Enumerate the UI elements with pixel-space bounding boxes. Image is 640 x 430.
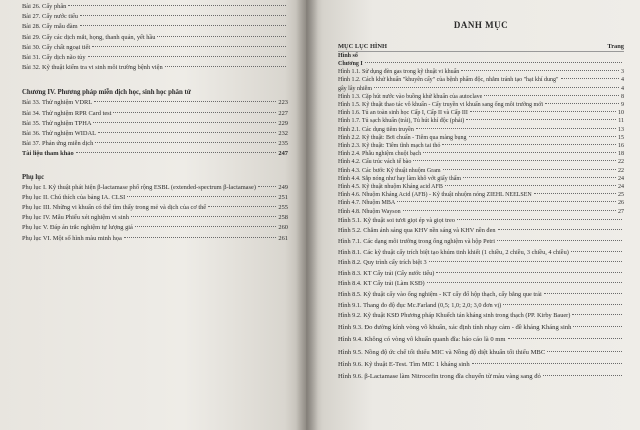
entry-title: Bài 28. Cấy mẫu đàm bbox=[22, 23, 78, 31]
toc-entry[interactable] bbox=[22, 213, 288, 223]
toc-entry[interactable] bbox=[338, 279, 624, 290]
entry-title: Hình 1.6. Tủ an toàn sinh học Cấp I, Cấp II và Cấp III bbox=[338, 110, 468, 117]
entry-page: 261 bbox=[278, 234, 288, 242]
entry-page: 3 bbox=[621, 69, 624, 76]
list-heading: MỤC LỤC HÌNH bbox=[338, 43, 387, 50]
toc-entry[interactable] bbox=[338, 322, 624, 334]
toc-entry[interactable] bbox=[22, 22, 288, 32]
toc-entry[interactable] bbox=[338, 371, 624, 383]
toc-entry[interactable] bbox=[338, 199, 624, 207]
references-entry[interactable] bbox=[22, 149, 288, 159]
entry-title: Bài 37. Phản ứng miễn dịch bbox=[22, 140, 94, 148]
entry-title: Hình 4.3. Các bước Kỹ thuật nhuộm Gram bbox=[338, 167, 441, 174]
entry-title: Hình 9.1. Thang đo độ đục Mc.Farland (0,5; 1,0; 2,0; 3,0 đơn vị) bbox=[338, 301, 502, 309]
dot-leader bbox=[88, 56, 286, 57]
entry-page: 4 bbox=[621, 77, 624, 84]
entry-title: Hình 5.2. Chăm ánh sáng qua KHV nền sáng và KHV nền đen bbox=[338, 227, 496, 235]
entry-title: Hình 8.3. KT Cấy trải (Cấy nước tiểu) bbox=[338, 269, 435, 277]
dot-leader bbox=[561, 78, 620, 79]
dot-leader bbox=[508, 338, 622, 339]
toc-entry[interactable] bbox=[338, 258, 624, 269]
appendix-entry-list bbox=[22, 183, 288, 244]
dot-leader bbox=[436, 272, 622, 273]
toc-entry[interactable] bbox=[338, 237, 624, 248]
column-figure-label: Hình số bbox=[338, 53, 358, 59]
toc-entry[interactable] bbox=[22, 193, 288, 203]
toc-entry[interactable] bbox=[338, 134, 624, 142]
entry-title: Hình 2.3. Kỹ thuật: Tiêm tĩnh mạch tai thỏ bbox=[338, 143, 441, 150]
entry-page: 11 bbox=[618, 118, 624, 125]
toc-entry[interactable] bbox=[22, 119, 288, 129]
entry-page: 8 bbox=[621, 93, 624, 100]
entry-title: Hình 4.4. Sắp nóng như hay làm khô vớt giấy thấm bbox=[338, 175, 462, 182]
entry-title: Hình 5.1. Kỹ thuật soi tươi giọt ép và giọt treo bbox=[338, 216, 455, 224]
dot-leader bbox=[397, 201, 616, 202]
toc-entry[interactable] bbox=[338, 126, 624, 134]
dot-leader bbox=[131, 216, 276, 217]
toc-entry[interactable] bbox=[22, 139, 288, 149]
right-page bbox=[306, 0, 640, 430]
left-page bbox=[0, 0, 306, 430]
toc-entry[interactable] bbox=[338, 175, 624, 183]
dot-leader bbox=[573, 326, 622, 327]
dot-leader bbox=[472, 363, 622, 364]
toc-entry[interactable] bbox=[338, 290, 624, 301]
toc-entry[interactable] bbox=[338, 150, 624, 158]
toc-entry[interactable] bbox=[338, 183, 624, 191]
list-heading-row bbox=[338, 42, 624, 52]
dot-leader bbox=[127, 196, 276, 197]
entry-title: Bài 36. Thử nghiệm WIDAL bbox=[22, 130, 97, 138]
dot-leader bbox=[92, 46, 286, 47]
toc-entry[interactable] bbox=[338, 68, 624, 76]
dot-leader bbox=[443, 169, 616, 170]
dot-leader bbox=[113, 112, 276, 113]
dot-leader bbox=[547, 351, 622, 352]
toc-entry[interactable] bbox=[338, 269, 624, 280]
entry-page: 260 bbox=[278, 224, 288, 232]
entry-page: 251 bbox=[278, 193, 288, 201]
chapter-entry-list bbox=[22, 98, 288, 149]
dot-leader bbox=[208, 206, 276, 207]
toc-entry[interactable] bbox=[338, 301, 624, 312]
entry-page: 223 bbox=[278, 99, 288, 107]
dot-leader bbox=[157, 36, 286, 37]
entry-title: Hình 9.4. Không có vòng vô khuẩn quanh đĩa: báo cáo là 0 mm bbox=[338, 336, 506, 344]
entry-page: 18 bbox=[618, 151, 624, 158]
toc-entry[interactable] bbox=[338, 85, 624, 93]
dot-leader bbox=[544, 293, 622, 294]
dot-leader bbox=[423, 152, 616, 153]
entry-title: Hình 1.5. Kỹ thuật thao tác vô khuẩn - Cấy truyền vi khuẩn sang ống môi trường mới bbox=[338, 102, 544, 109]
entry-title: Hình 2.1. Các dụng tiêm truyền bbox=[338, 126, 414, 133]
entry-page: 13 bbox=[618, 126, 624, 133]
dot-leader bbox=[165, 66, 286, 67]
toc-entry[interactable] bbox=[338, 101, 624, 109]
toc-entry[interactable] bbox=[22, 234, 288, 244]
dot-leader bbox=[545, 103, 619, 104]
dot-leader bbox=[80, 25, 286, 26]
dot-leader bbox=[95, 142, 276, 143]
entry-title: Bài 32. Kỹ thuật kiểm tra vi sinh môi trường bệnh viện bbox=[22, 64, 163, 72]
dot-leader bbox=[534, 193, 616, 194]
entry-page: 4 bbox=[621, 85, 624, 92]
dot-leader bbox=[76, 152, 277, 153]
entry-title: Hình 1.2. Cách khử khuẩn "khuyên cấy" của bệnh phẩm độc, nhằm tránh tạo "hạt khí dung" bbox=[338, 77, 559, 84]
toc-entry[interactable] bbox=[338, 334, 624, 346]
entry-page: 232 bbox=[278, 130, 288, 138]
dot-leader bbox=[445, 185, 616, 186]
entry-page: 26 bbox=[618, 200, 624, 207]
dot-leader bbox=[93, 122, 276, 123]
dot-leader bbox=[135, 226, 277, 227]
entry-title: Hình 9.5. Nồng độ ức chế tối thiểu MIC và Nồng độ diệt khuẩn tối thiểu MBC bbox=[338, 348, 546, 356]
entry-title: Bài 34. Thử nghiệm RPR Card test bbox=[22, 109, 112, 117]
toc-entry[interactable] bbox=[22, 43, 288, 53]
dot-leader bbox=[503, 304, 622, 305]
chapter-heading: Chương IV. Phương pháp miễn dịch học, sinh học phân tử bbox=[22, 89, 191, 97]
entry-title: Bài 31. Cấy dịch não tủy bbox=[22, 54, 86, 62]
dot-leader bbox=[470, 111, 616, 112]
dot-leader bbox=[80, 15, 286, 16]
entry-page: 258 bbox=[278, 214, 288, 222]
dot-leader bbox=[429, 261, 622, 262]
dot-leader bbox=[427, 282, 622, 283]
toc-entry[interactable] bbox=[338, 109, 624, 117]
toc-entry[interactable] bbox=[338, 167, 624, 175]
entry-title: Hình 8.1. Các kỹ thuật cấy trích biệt tạo khúm tinh khiết (1 chiều, 2 chiều, 3 chiều, 4 chiều) bbox=[338, 248, 569, 256]
entry-title: Phụ lục V. Đáp án trắc nghiệm tự lượng giá bbox=[22, 224, 133, 232]
toc-entry[interactable] bbox=[338, 311, 624, 322]
entry-title: Hình 4.5. Kỹ thuật nhuộm Kháng acid AFB bbox=[338, 184, 443, 191]
toc-entry[interactable] bbox=[338, 76, 624, 84]
toc-entry[interactable] bbox=[22, 203, 288, 213]
entry-title: Hình 8.4. KT Cấy trải (Làm KSĐ) bbox=[338, 280, 425, 288]
toc-entry[interactable] bbox=[22, 33, 288, 43]
dot-leader bbox=[498, 229, 622, 230]
toc-entry[interactable] bbox=[22, 109, 288, 119]
left-entry-list-top bbox=[22, 2, 288, 73]
entry-page: 16 bbox=[618, 143, 624, 150]
entry-title: gây lây nhiễm bbox=[338, 85, 372, 92]
entry-title: Phụ lục III. Những vi khuẩn có thể tìm thấy trong mẻ và dịch của cơ thể bbox=[22, 204, 207, 212]
toc-entry[interactable] bbox=[338, 226, 624, 237]
entry-title: Hình 1.1. Sử dụng đèn gas trong kỹ thuật vi khuẩn bbox=[338, 69, 460, 76]
entry-page: 15 bbox=[618, 134, 624, 141]
toc-entry[interactable] bbox=[338, 60, 624, 68]
entry-title: Hình 7.1. Các dạng môi trường trong ống nghiệm và hộp Petri bbox=[338, 238, 495, 246]
entry-title: Bài 30. Cấy chất ngoại tiết bbox=[22, 43, 91, 51]
toc-entry[interactable] bbox=[338, 158, 624, 166]
toc-entry[interactable] bbox=[338, 208, 624, 216]
figure-entry-list bbox=[338, 60, 624, 384]
entry-title: Phụ lục VI. Một số hình màu minh họa bbox=[22, 234, 122, 242]
entry-title: Hình 4.6. Nhuộm Kháng Acid (AFB) - Kỹ thuật nhuộm nóng ZIEHL NEELSEN bbox=[338, 192, 532, 199]
dot-leader bbox=[572, 314, 622, 315]
toc-entry[interactable] bbox=[22, 63, 288, 73]
entry-page: 10 bbox=[618, 110, 624, 117]
toc-entry[interactable] bbox=[22, 12, 288, 22]
entry-title: Bài 29. Cấy các dịch mắt, họng, thanh quản, yết hầu bbox=[22, 33, 156, 41]
entry-title: Hình 4.7. Nhuộm MBA bbox=[338, 200, 396, 207]
entry-page: 249 bbox=[278, 183, 288, 191]
toc-entry[interactable] bbox=[22, 53, 288, 63]
dot-leader bbox=[374, 87, 619, 88]
page-title: DANH MỤC bbox=[453, 20, 509, 30]
dot-leader bbox=[68, 5, 286, 6]
dot-leader bbox=[413, 160, 616, 161]
entry-page: 247 bbox=[278, 150, 288, 158]
entry-title: Chương I bbox=[338, 61, 363, 67]
dot-leader bbox=[94, 101, 276, 102]
entry-title: Tài liệu tham khảo bbox=[22, 150, 74, 158]
dot-leader bbox=[365, 62, 622, 63]
column-page-label: Trang bbox=[607, 43, 624, 50]
toc-entry[interactable] bbox=[338, 248, 624, 259]
toc-entry[interactable] bbox=[22, 129, 288, 139]
toc-entry[interactable] bbox=[338, 191, 624, 199]
entry-title: Hình 1.7. Tủ sạch khuẩn (trái), Tủ hút khí độc (phải) bbox=[338, 118, 465, 125]
entry-title: Hình 2.4. Phẫu nghiệm chuột bạch bbox=[338, 151, 422, 158]
appendix-heading: Phụ lục bbox=[22, 173, 45, 181]
entry-page: 255 bbox=[278, 204, 288, 212]
dot-leader bbox=[258, 186, 276, 187]
entry-title: Hình 9.6. β-Lactamase làm Nitrocefin trong đĩa chuyển từ màu vàng sang đỏ bbox=[338, 373, 541, 381]
entry-title: Hình 9.2. Kỹ thuật KSĐ Phương pháp Khuếch tán kháng sinh trong thạch (PP. Kirby Bauer) bbox=[338, 312, 571, 320]
toc-entry[interactable] bbox=[22, 2, 288, 12]
dot-leader bbox=[463, 177, 616, 178]
dot-leader bbox=[457, 219, 622, 220]
dot-leader bbox=[571, 251, 622, 252]
toc-entry[interactable] bbox=[338, 216, 624, 227]
entry-title: Hình 8.2. Quy trình cấy trích biệt 3 bbox=[338, 259, 427, 267]
entry-title: Hình 9.3. Đo đường kính vòng vô khuẩn, xác định tính nhạy cảm - đề kháng Kháng sinh bbox=[338, 323, 572, 331]
entry-title: Hình 4.2. Cấu trúc vách tế bào bbox=[338, 159, 412, 166]
book-gutter bbox=[296, 0, 318, 430]
entry-title: Hình 8.5. Kỹ thuật cấy vào ống nghiệm - KT cấy đổ hộp thạch, cấy bằng que trải bbox=[338, 291, 542, 299]
entry-page: 27 bbox=[618, 208, 624, 215]
toc-entry[interactable] bbox=[338, 117, 624, 125]
entry-page: 235 bbox=[278, 140, 288, 148]
entry-page: 9 bbox=[621, 102, 624, 109]
entry-title: Bài 35. Thử nghiệm TPHA bbox=[22, 119, 92, 127]
entry-title: Hình 1.3. Cặp hút nước vào buồng khử khuẩn của autoclave bbox=[338, 93, 483, 100]
dot-leader bbox=[124, 237, 277, 238]
toc-entry[interactable] bbox=[338, 142, 624, 150]
toc-entry[interactable] bbox=[22, 183, 288, 193]
entry-page: 229 bbox=[278, 119, 288, 127]
entry-title: Phụ lục IV. Mẫu Phiếu xét nghiệm vi sinh bbox=[22, 214, 129, 222]
toc-entry[interactable] bbox=[338, 347, 624, 359]
entry-page: 24 bbox=[618, 175, 624, 182]
dot-leader bbox=[543, 375, 622, 376]
toc-entry[interactable] bbox=[22, 98, 288, 108]
dot-leader bbox=[442, 144, 616, 145]
entry-title: Phụ lục I. Kỹ thuật phát hiện β-lactamase phổ rộng ESBL (extended-spectrum β-lactamase) bbox=[22, 183, 256, 191]
entry-title: Hình 2.2. Kỹ thuật: Bơi chuẩn - Tiêm qua màng bụng bbox=[338, 134, 467, 141]
dot-leader bbox=[98, 132, 276, 133]
dot-leader bbox=[416, 128, 616, 129]
dot-leader bbox=[403, 210, 616, 211]
dot-leader bbox=[469, 136, 617, 137]
entry-title: Phụ lục II. Chú thích của bảng IA. CLSI bbox=[22, 193, 126, 201]
toc-entry[interactable] bbox=[338, 93, 624, 101]
entry-page: 22 bbox=[618, 159, 624, 166]
dot-leader bbox=[466, 119, 616, 120]
dot-leader bbox=[497, 240, 622, 241]
entry-title: Hình 9.6. Kỹ thuật E-Test. Tìm MIC 1 kháng sinh bbox=[338, 361, 470, 369]
entry-page: 24 bbox=[618, 184, 624, 191]
entry-page: 227 bbox=[278, 109, 288, 117]
entry-title: Hình 4.8. Nhuộm Wayson bbox=[338, 208, 401, 215]
entry-page: 22 bbox=[618, 167, 624, 174]
dot-leader bbox=[484, 95, 619, 96]
toc-entry[interactable] bbox=[338, 359, 624, 371]
entry-title: Bài 33. Thử nghiệm VDRL bbox=[22, 99, 93, 107]
entry-title: Bài 26. Cấy phân bbox=[22, 3, 67, 10]
entry-page: 25 bbox=[618, 192, 624, 199]
entry-title: Bài 27. Cấy nước tiểu bbox=[22, 13, 79, 21]
toc-entry[interactable] bbox=[22, 223, 288, 233]
dot-leader bbox=[461, 70, 619, 71]
